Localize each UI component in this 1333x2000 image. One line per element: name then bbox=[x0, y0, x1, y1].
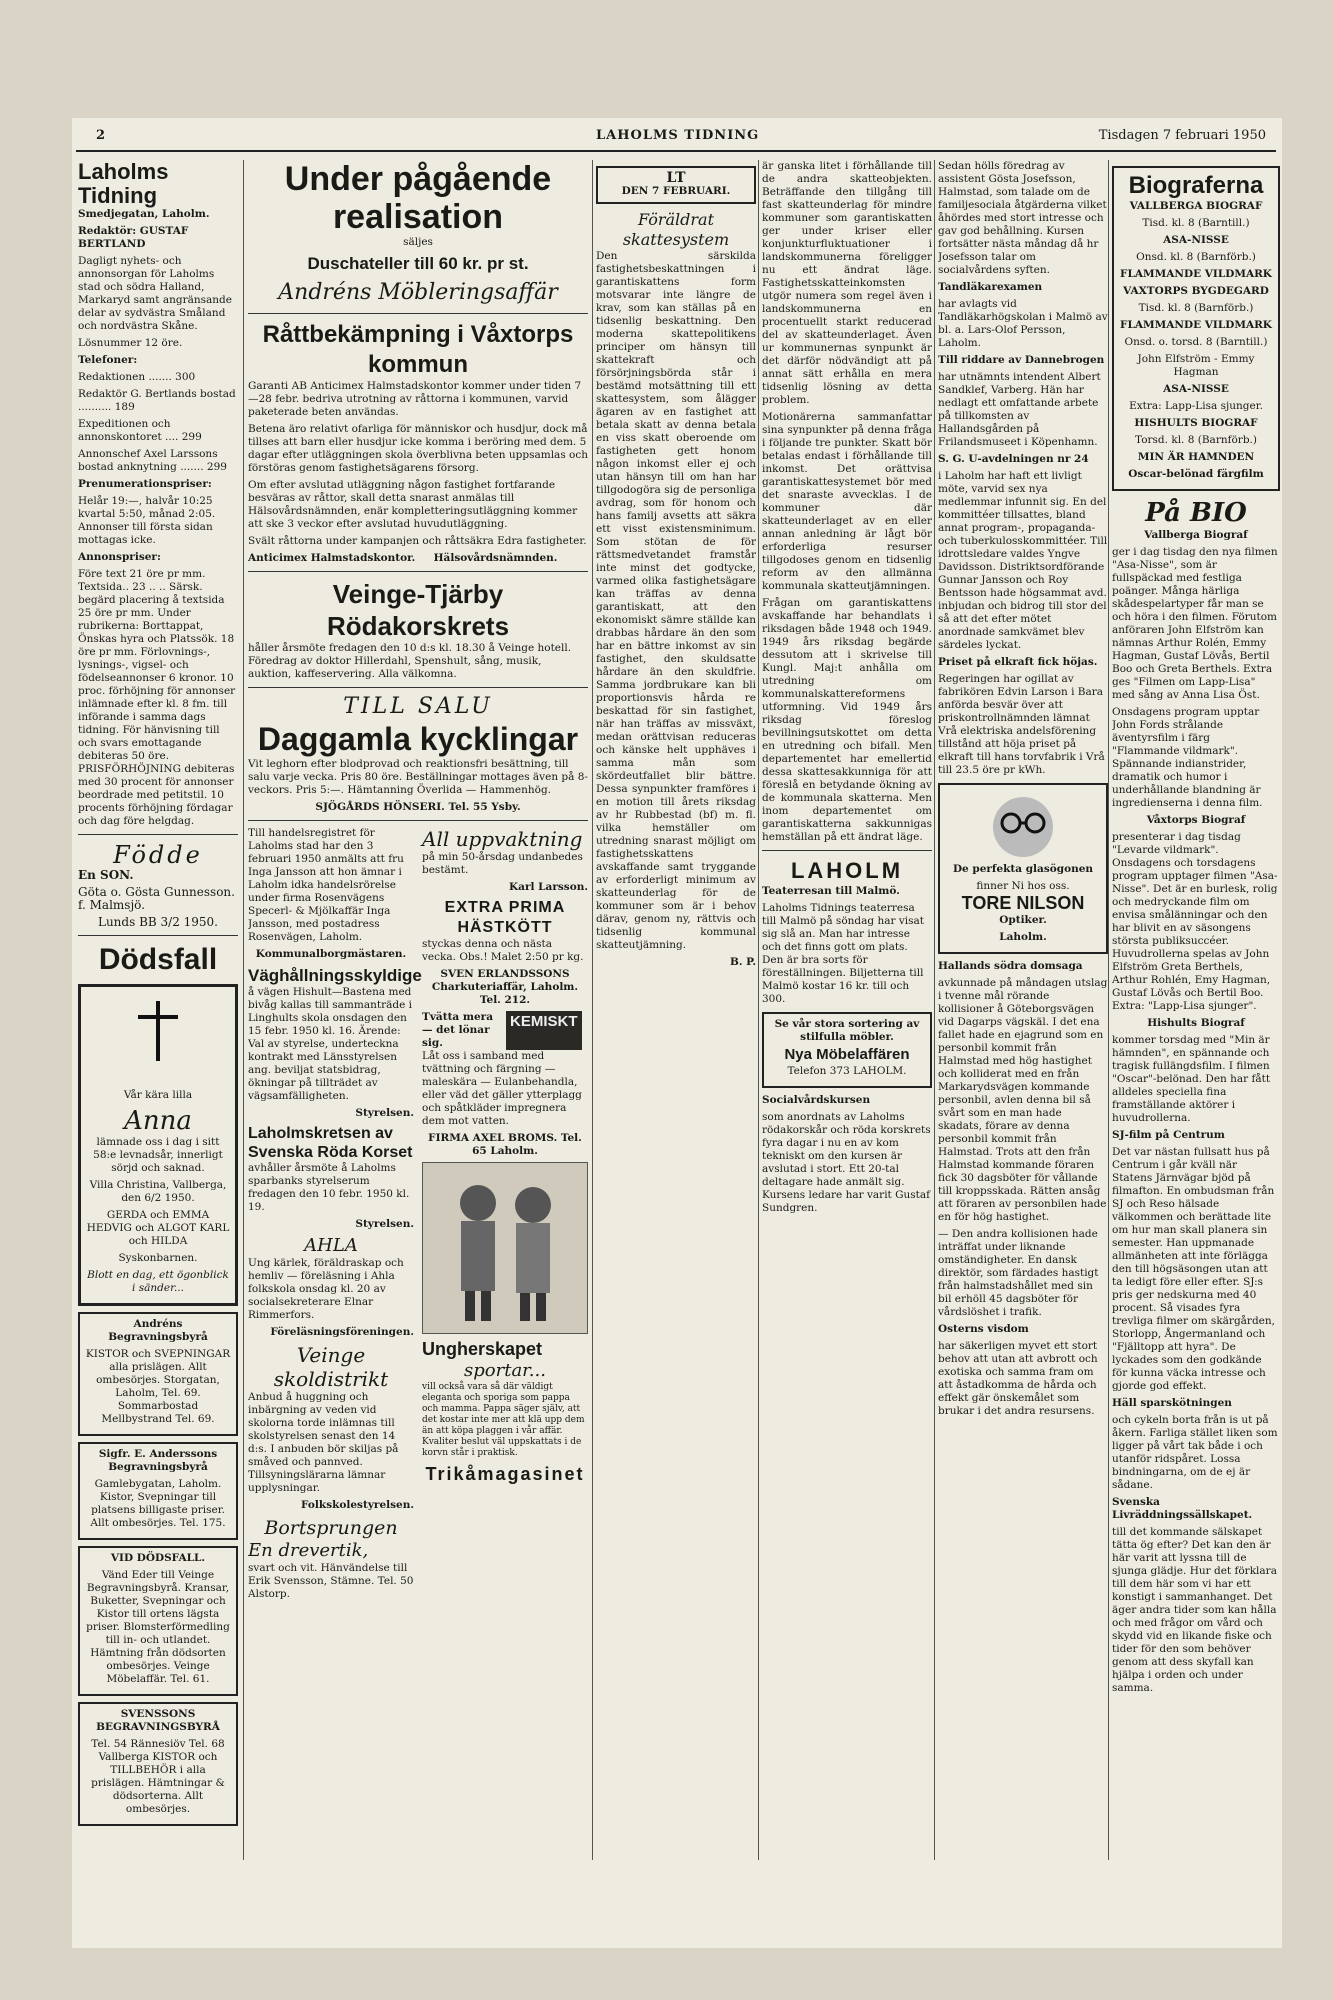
cinema-time: Tisd. kl. 8 (Barnförb.) bbox=[1138, 302, 1254, 314]
ad-text: Se vår stora sortering av stilfulla möbler. bbox=[774, 1018, 920, 1043]
cinema-box bbox=[1112, 166, 1280, 491]
ad-headline: Under pågående realisation bbox=[284, 160, 552, 236]
article-heading: Tandläkarexamen bbox=[938, 281, 1043, 293]
ad-subline: säljes bbox=[403, 236, 433, 248]
ad-text: Gamlebygatan, Laholm. Kistor, Svepningar till platsens billigaste priser. Allt ombesörjes. Tel. 175. bbox=[90, 1478, 226, 1529]
ad-title: De perfekta glasögonen bbox=[952, 863, 1094, 875]
ad-headline: Tvätta mera — det lönar sig. bbox=[422, 1011, 494, 1049]
funeral-ad bbox=[78, 1702, 238, 1826]
children-drawing-icon bbox=[423, 1163, 588, 1333]
cinema-extra: Extra: Lapp-Lisa sjunger. bbox=[1129, 400, 1263, 412]
page-header bbox=[76, 128, 1276, 152]
phone-line: Redaktör G. Bertlands bostad .......... 189 bbox=[78, 388, 236, 413]
cinema-name: VAXTORPS BYGDEGARD bbox=[1123, 285, 1269, 297]
ad-headline: Väghållningsskyldige bbox=[248, 966, 422, 985]
paper-title: Laholms Tidning bbox=[78, 160, 169, 208]
article-subheading: Socialvårdskursen bbox=[762, 1094, 871, 1106]
paper-editor: Redaktör: GUSTAF BERTLAND bbox=[78, 225, 189, 250]
ad-text: på min 50-årsdag undanbedes bestämt. bbox=[422, 851, 583, 876]
ad-shop: Andréns Möbleringsaffär bbox=[278, 280, 558, 305]
cinema-film: ASA-NISSE bbox=[1163, 234, 1229, 246]
ad-text: Garanti AB Anticimex Halmstadskontor kommer under tiden 7—28 febr. bedriva utrotning av råttorna i kommunen, varvid paketerade beten användas. bbox=[248, 380, 582, 418]
face-with-glasses-icon bbox=[963, 789, 1083, 859]
article-heading: Till riddare av Dannebrogen bbox=[938, 354, 1105, 366]
article-heading: Osterns visdom bbox=[938, 1323, 1029, 1335]
column-rule bbox=[243, 160, 244, 1860]
column-masthead-notices bbox=[78, 160, 238, 1950]
article-text: och cykeln borta från is ut på åkern. Farliga stället liken som ligger på vårt tak både i och utanför ridspåret. Lossa bindningarna, om de ej är sådane. bbox=[1112, 1414, 1278, 1491]
obit-footer: Blott en dag, ett ögonblick i sänder... bbox=[87, 1269, 229, 1294]
ad-headline: sportar... bbox=[464, 1360, 546, 1381]
signature-left: Anticimex Halmstadskontor. bbox=[248, 552, 416, 564]
cinema-film: FLAMMANDE VILDMARK bbox=[1120, 268, 1272, 280]
born-heading: Födde bbox=[113, 841, 203, 869]
article-text: har säkerligen myvet ett stort behov att utan att avbrott och exotiska och samma fram om att åstadkomma de hårda och effekt gär önskemålet som brukar i det andra resursens. bbox=[938, 1340, 1098, 1417]
kemiskt-banner: KEMISKT bbox=[506, 1011, 582, 1050]
price-note: Lösnummer 12 öre. bbox=[78, 337, 183, 349]
article-text: har avlagts vid Tandläkarhögskolan i Malmö av bl. a. Lars-Olof Persson, Laholm. bbox=[938, 298, 1108, 349]
cinema-film: MIN ÄR HAMNDEN bbox=[1137, 451, 1255, 463]
ad-signature: Karl Larsson. bbox=[509, 881, 588, 893]
born-parents: Göta o. Gösta Gunnesson. f. Malmsjö. bbox=[78, 885, 235, 912]
ad-text: å vägen Hishult—Bastena med bivåg kallas till sammanträde i Linghults skola onsdagen den 15 febr. 1950 kl. 16. Ärende: Val av styrelse, underteckna kontrakt med Länsstyrelsen ang. beviljat statsbidrag, ökningar på tillträdet av vägsamfälligheten. bbox=[248, 986, 413, 1102]
laundry-ad-header bbox=[422, 1011, 588, 1050]
article-text: Motionärerna sammanfattar sina synpunkter på denna fråga i följande tre punkter. Skatt bör betalas endast i förhållande till inkomst. Det orättvisa garantiskattesystemet bör med det snaraste avvecklas. I de kommuner där skatteunderlaget av en eller annan anledning är lågt bör erforderliga resurser tillgodoses genom en tidsenlig reform av den allmänna kommunala skatteutjämningen. bbox=[762, 411, 932, 592]
divider bbox=[248, 313, 588, 314]
paper-description: Dagligt nyhets- och annonsorgan för Laholms stad och södra Halland, Markaryd samt angränsande delar av sydvästra Småland och nordvästra Skåne. bbox=[78, 255, 232, 332]
death-heading: Dödsfall bbox=[98, 943, 218, 976]
divider bbox=[762, 850, 932, 851]
article-heading: Hishults Biograf bbox=[1147, 1017, 1245, 1029]
cinema-heading: Biograferna bbox=[1128, 172, 1264, 199]
column-advertisements bbox=[248, 160, 588, 1790]
divider bbox=[248, 687, 588, 688]
ad-headline: Veinge-Tjärby Rödakorskrets bbox=[326, 579, 510, 641]
ad-text: KISTOR och SVEPNINGAR alla prislägen. Allt ombesörjes. Storgatan, Laholm, Tel. 69. Sommarbostad Mellbystrand Tel. 69. bbox=[85, 1348, 231, 1425]
paper-address: Smedjegatan, Laholm. bbox=[78, 208, 210, 220]
cinema-name: HISHULTS BIOGRAF bbox=[1134, 417, 1258, 429]
ad-subcolumn-right bbox=[422, 827, 588, 1605]
obituary bbox=[78, 984, 238, 1306]
article-text: som anordnats av Laholms rödakorskår och röda korskrets fyra dagar i nu en av kom tekniskt om den kursen är avslutad i stort. Ett 20-tal deltagare hade anmält sig. Kursens ledare har varit Gustaf Sundgren. bbox=[762, 1111, 931, 1214]
ad-headline: Bortsprungen bbox=[264, 1517, 398, 1539]
article-heading: Svenska Livräddningssällskapet. bbox=[1112, 1496, 1253, 1521]
divider bbox=[78, 834, 238, 835]
funeral-ad bbox=[78, 1312, 238, 1436]
ad-title: Sigfr. E. Anderssons Begravningsbyrå bbox=[98, 1448, 218, 1473]
ad-role: Optiker. bbox=[999, 914, 1047, 926]
ad-offer: Duschateller till 60 kr. pr st. bbox=[307, 254, 529, 273]
ad-text: Vit leghorn efter blodprovad och reaktionsfri besättning, till salu varje vecka. Pris 80 öre. Beställningar mottages även på 8-veckors. Pris 5:—. Hämtanning Överlida — Hammenhög. bbox=[248, 758, 588, 796]
article-text: Det var nästan fullsatt hus på Centrum i går kväll när Statens Järnvägar bjöd på filmafton. En ombudsman från SJ och Reso hälsade välkommen och berättade lite om hur man skall planera sin semester. Han uppmanade allmänheten att inte förlägga den till högsäsongen utan att ta ledigt före eller efter. SJ:s pris ger nedskurna med 40 procent. Så visades fyra trevliga filmer om skärgården, Storlopp, Ångermanland och "Fjälltopp att hyra". De lyckades som den godkände för kunna väcka intresse och gjorde god effekt. bbox=[1112, 1146, 1275, 1392]
divider bbox=[248, 571, 588, 572]
column-rule bbox=[592, 160, 593, 1860]
phones-label: Telefoner: bbox=[78, 354, 138, 366]
column-cinema bbox=[1112, 160, 1280, 1790]
article-text: i Laholm har haft ett livligt möte, varvid sex nya medlemmar infunnit sig. En del kommittéer tillsattes, bland annat program-, propaganda- och tuberkulosskommittéer. Till idrottsledare valdes Yngve Davidsson. Distriktsordförande Gunnar Jansson och Roy Bentsson hade högsammat avd. inbjudan och bidrog till stor del så att det efter mötet anordnade samkvämet blev särdeles lyckat. bbox=[938, 470, 1108, 651]
ad-price-label: Annonspriser: bbox=[78, 551, 161, 563]
cinema-cast: John Elfström - Emmy Hagman bbox=[1137, 353, 1255, 378]
cinema-time: Onsd. kl. 8 (Barnförb.) bbox=[1136, 251, 1256, 263]
editorial-date-box bbox=[596, 166, 756, 204]
ad-title: SVENSSONS BEGRAVNINGSBYRÅ bbox=[96, 1708, 220, 1733]
article-text: kommer torsdag med "Min är hämnden", en spännande och tragisk fullängdsfilm. I filmen "Oscar"-belönad. Den har fått alldeles speciella fina framställande aktörer i huvudrollerna. bbox=[1112, 1034, 1271, 1124]
ad-text: avhåller årsmöte å Laholms sparbanks styrelserum fredagen den 10 febr. 1950 kl. 19. bbox=[248, 1162, 410, 1213]
column-rule bbox=[758, 160, 759, 1860]
born-place: Lunds BB 3/2 1950. bbox=[97, 915, 218, 929]
ad-text: svart och vit. Hänvändelse till Erik Svensson, Stämne. Tel. 50 Alstorp. bbox=[248, 1562, 414, 1600]
article-subheading: Teaterresan till Malmö. bbox=[762, 885, 900, 897]
ad-title: VID DÖDSFALL. bbox=[110, 1552, 206, 1564]
article-heading: S. G. U-avdelningen nr 24 bbox=[938, 453, 1089, 465]
ad-name: TORE NILSON bbox=[961, 893, 1085, 913]
section-heading: LAHOLM bbox=[790, 858, 904, 883]
cross-icon bbox=[156, 1001, 160, 1061]
cinema-time: Onsd. o. torsd. 8 (Barntill.) bbox=[1124, 336, 1268, 348]
funeral-ad bbox=[78, 1442, 238, 1540]
obit-relations: Syskonbarnen. bbox=[118, 1252, 198, 1264]
ad-headline: Veinge skoldistrikt bbox=[273, 1343, 389, 1391]
obit-family: GERDA och EMMA HEDVIG och ALGOT KARL och HILDA bbox=[86, 1209, 230, 1247]
obit-name: Anna bbox=[124, 1106, 192, 1136]
sale-heading: TILL SALU bbox=[343, 694, 493, 719]
optician-ad bbox=[938, 783, 1108, 954]
ad-subtitle: finner Ni hos oss. bbox=[976, 880, 1070, 892]
ad-signature: SJÖGÅRDS HÖNSERI. Tel. 55 Ysby. bbox=[315, 801, 521, 813]
ad-price-text: Före text 21 öre pr mm. Textsida.. 23 .. .. Särsk. begärd placering å textsida 25 öre pr mm. Under rubrikerna: Borttappat, Önskas hyra och Platssök. 18 öre pr mm. Förlovnings-, lysnings-, vigsel- och födelseannonser 6 kronor. 10 proc. förhöjning för annonser inlämnade efter kl. 8 fm. till införande i samma dags tidning. För hänvisning till och svars emottagande debiteras 50 öre. PRISFÖRHÖJNING debiteras med 30 procent för annonser beordrade med petitstil. 10 procents förhöjning fördagar och dag före helgdag. bbox=[78, 568, 236, 827]
cinema-name: VALLBERGA BIOGRAF bbox=[1129, 200, 1263, 212]
ad-text: håller årsmöte fredagen den 10 d:s kl. 18.30 å Veinge hotell. Föredrag av doktor Hillerdahl, Spenshult, sång, musik, auktion, kaffeservering. Alla välkomna. bbox=[248, 642, 572, 680]
section-heading: På BIO bbox=[1145, 498, 1247, 528]
ad-text: Vänd Eder till Veinge Begravningsbyrå. Kransar, Buketter, Svepningar och Kistor till ortens lägsta priser. Blomsterförmedling till in- och utlandet. Hämtning från dödsorten ombesörjes. Veinge Möbelaffär. Tel. 61. bbox=[86, 1569, 230, 1685]
article-text: Regeringen har ogillat av fabrikören Edvin Larson i Bara anförda besvär över att priskontrollnämnden lämnat Vrå elektriska andelsförening tillstånd att höja priset på elkraft till hans torvfabrik i Vrå till 23.5 öre pr kWh. bbox=[938, 673, 1105, 776]
article-text: avkunnade på måndagen utslag i tvenne mål rörande kollisioner å Göteborgsvägen vid Dagarps vägskäl. I det ena fallet hade en ejagrund som en personbil kommit från Halmstad med hög hastighet och kolliderat med en från Markarydsvägen kommande personbil, avlen denna bil så svårt som en man hade skadats, förare av denna personbil kommit från Halmstad. Trots att den från Halmstad kommande föraren fick 30 dagsböter för vållande till kroppsskada. Rätten ansåg att föraren av personbilen hade en för hög hastighet. bbox=[938, 977, 1108, 1223]
column-news-1 bbox=[762, 160, 932, 1790]
masthead: LAHOLMS TIDNING bbox=[596, 128, 760, 143]
article-heading: Våxtorps Biograf bbox=[1146, 814, 1246, 826]
ad-city: Laholm. bbox=[999, 931, 1047, 943]
cinema-time: Torsd. kl. 8 (Barnförb.) bbox=[1135, 434, 1257, 446]
ad-signature: Styrelsen. bbox=[355, 1218, 414, 1230]
ad-signature bbox=[248, 552, 588, 565]
ad-contact: Telefon 373 LAHOLM. bbox=[787, 1065, 907, 1077]
born-son: En SON. bbox=[78, 868, 134, 882]
ad-headline: En drevertik, bbox=[248, 1540, 369, 1561]
subscription-text: Helår 19:—, halvår 10:25 kvartal 5:50, månad 2:05. Annonser till första sidan mottagas icke. bbox=[78, 495, 216, 546]
subscription-label: Prenumerationspriser: bbox=[78, 478, 212, 490]
editorial-text: Den särskilda fastighetsbeskattningen i garantiskattens form motsvarar inte längre de krav, som kan ställas på en tidsenlig beskattning. Den moderna skattepolitikens principer om hänsyn till skattekraft och försörjningsbörda står i bestämd motsättning till ett skattesystem, som ålägger ägaren av en fastighet att betala skatt av denna betala en viss skatt oberoende om fastigheten gett honom någon inkomst eller ej och utan hänsyn till om han har tillgodogöra sig de personliga avdrag, som för honom och hans familj avsetts att säkra ett visst existensminimum. Som stötan de för rättsmedvetandet framstår inte minst det godtycke, varmed olika fastighetsägare kan träffas av denna garantiskatt, att den ekonomiskt sämre ställde kan drabbas hårdare än den som har en bättre inkomst av sin fastighet, den skuldsatte hårdare än den skuldfrie. Samma jordbrukare kan bli proportionsvis hårda re beskattad för sin fastighet, när han träffas av missväxt, medan orättvisan reduceras och känske helt upphäves i samma mån som skördeutfallet blir bättre. Dessa synpunkter framföres i en motion till årets riksdag av hr Rubbestad (bf) m. fl. vilka hemställer om utredning snarast möjligt om fastighetsskattens avskaffande samt tryggande av erforderligt minimum av skatteunderlag för de kommuner som är i behov därav, genom ny, rättvis och tidsenlig kommunal skatteutjämning. bbox=[596, 250, 756, 951]
ad-signature: Styrelsen. bbox=[355, 1107, 414, 1119]
article-heading: Häll sparskötningen bbox=[1112, 1397, 1232, 1409]
article-text: ger i dag tisdag den nya filmen "Asa-Nisse", som är fullspäckad med festliga poänger. Många härliga skådespelartyper får man se och höra i den filmen. Förutom anföraren John Elfström kan nämnas Arthur Rolén, Emmy Hagman, Gustaf Lövås, Bertil Boo och Greta Berthels. Extra ges "Filmen om Lapp-Lisa" med sång av Anna Lisa Öst. bbox=[1112, 546, 1278, 701]
children-illustration bbox=[422, 1162, 588, 1334]
phone-line: Expeditionen och annonskontoret .... 299 bbox=[78, 418, 202, 443]
article-text: — Den andra kollisionen hade inträffat under liknande omständigheter. En dansk direktör, som färdades hastigt från halmstadshållet med sin bil erhöll 45 dagsböter för vårdslöshet i trafik. bbox=[938, 1228, 1099, 1318]
ad-text: Betena äro relativt ofarliga för människor och husdjur, dock må tillses att barn eller husdjur icke komma i beröring med dem. 5 dagar efter utläggningen skola överblivna beten uppsamlas och förstöras genom fastighetsägarens försorg. bbox=[248, 423, 588, 474]
phone-line: Annonschef Axel Larssons bostad anknytning ....... 299 bbox=[78, 448, 227, 473]
cinema-film: ASA-NISSE bbox=[1163, 383, 1229, 395]
ad-headline: Trikåmagasinet bbox=[425, 1464, 585, 1484]
column-news-2 bbox=[938, 160, 1108, 1790]
article-heading: Hallands södra domsaga bbox=[938, 960, 1083, 972]
ad-text: Ung kärlek, föräldraskap och hemliv — föreläsning i Ahla folkskola onsdag kl. 20 av socialsekreterare Elnar Rimmerfors. bbox=[248, 1257, 404, 1321]
ad-text: Tel. 54 Rännesiöv Tel. 68 Vallberga KISTOR och TILLBEHÖR i alla prislägen. Hämtningar & dödsorterna. Allt ombesörjes. bbox=[91, 1738, 225, 1815]
ad-headline: Ungherskapet bbox=[422, 1339, 543, 1359]
funeral-ad bbox=[78, 1546, 238, 1696]
ad-text: Till handelsregistret för Laholms stad har den 3 februari 1950 anmälts att fru Inga Jansson att hon ämnar i Laholm idka handelsrörelse under firma Rosenvägens Specerl- & Mjölkaffär Inga Jansson, med postadress Rosenvägen, Laholm. bbox=[248, 827, 404, 943]
page-number: 2 bbox=[96, 128, 106, 143]
cinema-film: FLAMMANDE VILDMARK bbox=[1120, 319, 1272, 331]
article-heading: Priset på elkraft fick höjas. bbox=[938, 656, 1098, 668]
article-text: Sedan hölls föredrag av assistent Gösta Josefsson, Halmstad, som talade om de familjesociala åtgärderna vilket åhördes med stort intresse och gav god behållning. Kursen fortsätter nästa måndag då hr Josefsson talar om socialvårdens syften. bbox=[938, 160, 1107, 276]
obit-place: Villa Christina, Vallberga, den 6/2 1950. bbox=[89, 1179, 227, 1204]
ad-text: vill också vara så där väldigt eleganta och sporiga som pappa och mamma. Pappa säger själv, att det kostar inte mer att klä upp dem än att köpa plaggen i vår affär. Kvaliter beslut väl uppskattats i de korvn står i praktisk. bbox=[422, 1382, 585, 1458]
obit-intro: Vår kära lilla bbox=[123, 1089, 193, 1101]
ad-signature: FIRMA AXEL BROMS. Tel. 65 Laholm. bbox=[428, 1132, 582, 1157]
article-text: Onsdagens program upptar John Fords strålande äventyrsfilm i färg "Flammande vildmark". Spännande indianstrider, dramatik och humor i underhållande blandning är ingredienserna i denna film. bbox=[1112, 706, 1263, 809]
phone-line: Redaktionen ....... 300 bbox=[78, 371, 196, 383]
ad-headline: All uppvaktning bbox=[422, 827, 583, 851]
ad-text: Anbud å huggning och inbärgning av veden vid skolorna torde inlämnas till skolstyrelsen senast den 14 d:s. I anbuden bör skiljas på småved och pannved. Tillsyningslärarna lämnar upplysningar. bbox=[248, 1391, 399, 1494]
editorial-date: DEN 7 FEBRUARI. bbox=[621, 185, 731, 197]
cinema-note: Oscar-belönad färgfilm bbox=[1128, 468, 1264, 480]
article-text: presenterar i dag tisdag "Levarde vildmark". Onsdagens och torsdagens program upptager filmen "Asa-Nisse". Det är en burlesk, rolig och medryckande film om envisa smålänningar och den har blivit en av säsongens största publiksuccéer. Huvudrollerna spelas av John Elfström Greta Berthels, Arthur Rohlén, Emy Hagman, Gustaf Lövås och Bertil Boo. Extra: "Lapp-Lisa sjunger". bbox=[1112, 831, 1278, 1012]
article-text: är ganska litet i förhållande till de andra skatteobjekten. Beträffande den tillgång till fast skatteunderlag för mindre kommuner som garantiskatten ger under kriser eller konjunkturfluktuationer i landskommunerna föreligger nu ett ändrat läge. Fastighetsskatteinkomsten utgör numera som regel även i landskommunerna en procentuellt starkt reducerad del av skatteunderlaget. Även ur kommunernas synpunkt är det därför nödvändigt att på annat sätt erhålla en mera tidsenlig lösning av detta problem. bbox=[762, 160, 932, 406]
article-heading: SJ-film på Centrum bbox=[1112, 1129, 1225, 1141]
article-text: till det kommande sälskapet tätta ög efter? Det kan den är här varit att lyssna till de sjunga glädje. Hur det förklara till dem här som vi har ett konstigt i sammanhanget. Det äger andra tider som kan hålla och med frågor om vård och skydd vid en likande fiske och tider för den som behöver genom att dess skyfall kan hjälpa i orden och under samma. bbox=[1112, 1526, 1277, 1694]
ad-text: styckas denna och nästa vecka. Obs.! Malet 2:50 pr kg. bbox=[422, 938, 584, 963]
editorial-signature: B. P. bbox=[730, 956, 756, 968]
ad-signature: Folkskolestyrelsen. bbox=[301, 1499, 414, 1511]
editorial-heading: Föräldrat skattesystem bbox=[622, 210, 730, 249]
ad-headline: Daggamla kycklingar bbox=[257, 721, 579, 757]
issue-date: Tisdagen 7 februari 1950 bbox=[1098, 128, 1266, 143]
ad-subcolumn-left bbox=[248, 827, 422, 1605]
divider bbox=[248, 820, 588, 821]
ad-headline: EXTRA PRIMA HÄSTKÖTT bbox=[444, 899, 566, 936]
ad-headline: Råttbekämpning i Våxtorps kommun bbox=[262, 321, 574, 378]
article-text: har utnämnts intendent Albert Sandklef, Varberg. Hän har nedlagt ett omfattande arbete på tillkomsten av Hallandsgården på Frilandsmuseet i Köpenhamn. bbox=[938, 371, 1101, 448]
ad-signature: SVEN ERLANDSSONS Charkuteriaffär, Laholm. Tel. 212. bbox=[431, 968, 579, 1006]
signature-right: Hälsovårdsnämnden. bbox=[433, 552, 558, 564]
ad-headline: AHLA bbox=[304, 1235, 358, 1256]
ad-shop: Nya Möbelaffären bbox=[784, 1046, 910, 1063]
ad-headline: Laholmskretsen av Svenska Röda Korset bbox=[248, 1125, 413, 1161]
ad-subcolumns bbox=[248, 827, 588, 1605]
article-text: Laholms Tidnings teaterresa till Malmö på söndag har visat sig slå an. Man har intresse och det finns gott om plats. Den är bra sorts för föreställningen. Biljetterna till Malmö kostar 16 kr. till och 300. bbox=[762, 902, 924, 1005]
divider bbox=[78, 935, 238, 936]
column-rule bbox=[1108, 160, 1109, 1860]
article-text: Frågan om garantiskattens avskaffande har behandlats i riksdagen både 1948 och 1949. 1949 års riksdag begärde dessutom att i skrivelse till Kungl. Maj:t anhålla om utredning om kommunalskattereformens utformning. Vid 1949 års riksdag föreslog bevillningsutskottet om detta en utredning och bifall. Men departementet har emellertid dessa skattesakkunniga för att föreslå en betydande ökning av de kommunala skatterna. Men inom departementet om garantiskatterna sakkunnigas hemställan på ett ändrat läge. bbox=[762, 597, 932, 843]
furniture-ad bbox=[762, 1012, 932, 1088]
column-rule bbox=[934, 160, 935, 1860]
cinema-time: Tisd. kl. 8 (Barntill.) bbox=[1142, 217, 1250, 229]
ad-text: Låt oss i samband med tvättning och färgning — maleskära — Eulanbehandla, eller väd det gäller ytterplagg och spåtkläder impregnera dem mot vatten. bbox=[422, 1050, 582, 1127]
article-heading: Vallberga Biograf bbox=[1144, 529, 1248, 541]
ad-signature: Kommunalborgmästaren. bbox=[255, 948, 407, 960]
ad-text: Svält råttorna under kampanjen och råttsäkra Edra fastigheter. bbox=[248, 535, 587, 547]
ad-title: Andréns Begravningsbyrå bbox=[108, 1318, 208, 1343]
ad-signature: Föreläsningsföreningen. bbox=[270, 1326, 414, 1338]
editorial-label: LT bbox=[666, 170, 686, 186]
obit-text: lämnade oss i dag i sitt 58:e levnadsår, innerligt sörjd och saknad. bbox=[93, 1136, 223, 1174]
ad-text: Om efter avslutad utläggning någon fastighet fortfarande besväras av råttor, skall detta snarast anmälas till Hälsovårdsnämnden, enär kompletteringsutläggning kommer att ske 3 veckor efter avslutad huvudutläggning. bbox=[248, 479, 578, 530]
column-editorial bbox=[596, 160, 756, 1790]
